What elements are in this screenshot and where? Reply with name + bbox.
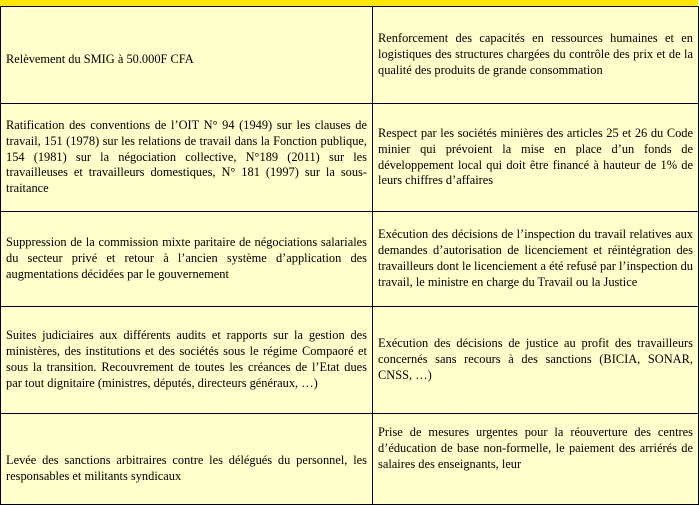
demand-cell-right: Exécution des décisions de justice au profit des travailleurs concernés sans recours à des sanctions (BICIA, SONAR, CNSS, …) <box>373 307 699 414</box>
demand-cell-right: Respect par les sociétés minières des articles 25 et 26 du Code minier qui prévoient la mise en place d’un fonds de développement local qui doit être financé à hauteur de 1% de leurs chiffres d’affaires <box>373 104 699 212</box>
demand-cell-right: Renforcement des capacités en ressources humaines et en logistiques des structures chargées du contrôle des prix et de la qualité des produits de grande consommation <box>373 7 699 104</box>
demand-cell-right: Prise de mesures urgentes pour la réouverture des centres d’éducation de base non-formelle, le paiement des arriérés de salaires des enseignants, leur <box>373 414 699 505</box>
demand-cell-right: Exécution des décisions de l’inspection du travail relatives aux demandes d’autorisation de licenciement et réintégration des travailleurs dont le licenciement a été refusé par l’inspection du travail, le ministre en charge du Travail ou la Justice <box>373 212 699 307</box>
table-row <box>1 7 699 104</box>
table-row <box>1 414 699 505</box>
demand-cell-left: Suites judiciaires aux différents audits et rapports sur la gestion des ministères, des institutions et des sociétés sous le régime Compaoré et sous la transition. Recouvrement de toutes les créances de l’Etat dues par tout dignitaire (ministres, députés, directeurs généraux, …) <box>1 307 373 414</box>
demand-cell-left: Ratification des conventions de l’OIT N° 94 (1949) sur les clauses de travail, 151 (1978) sur les relations de travail dans la Fonction publique, 154 (1981) sur la négociation collective, N°189 (2011) sur les travailleuses et travailleurs domestiques, N° 181 (1997) sur la sous-traitance <box>1 104 373 212</box>
demands-table <box>0 6 699 505</box>
table-row <box>1 307 699 414</box>
demand-cell-left: Suppression de la commission mixte paritaire de négociations salariales du secteur privé et retour à l’ancien système d’application des augmentations décidées par le gouvernement <box>1 212 373 307</box>
table-row <box>1 104 699 212</box>
demand-cell-left: Levée des sanctions arbitraires contre les délégués du personnel, les responsables et militants syndicaux <box>1 414 373 505</box>
demand-cell-left: Relèvement du SMIG à 50.000F CFA <box>1 7 373 104</box>
table-row <box>1 212 699 307</box>
